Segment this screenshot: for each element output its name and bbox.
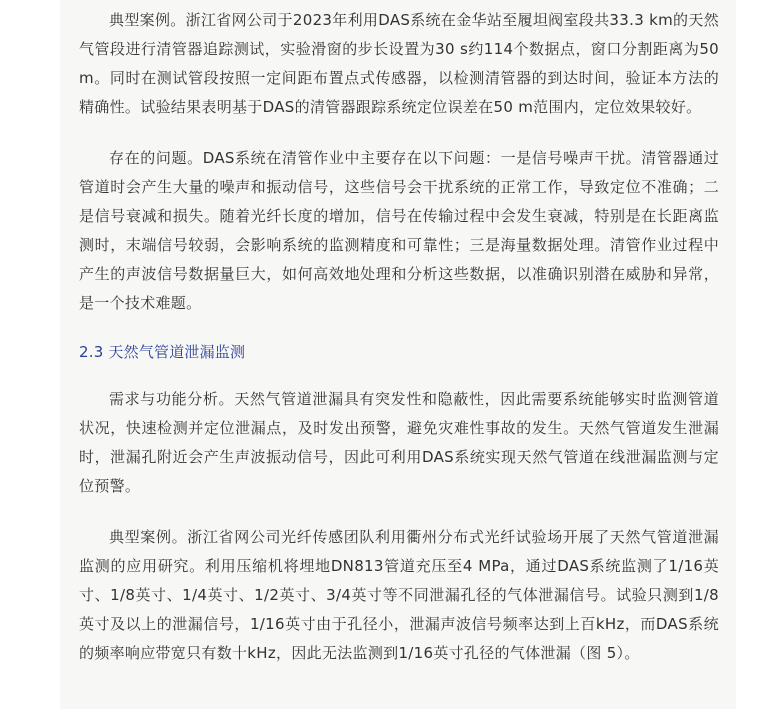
section-heading-leak-monitoring: 2.3 天然气管道泄漏监测	[79, 343, 246, 361]
paragraph-typical-case-pig-tracking: 典型案例。浙江省网公司于2023年利用DAS系统在金华站至履坦阀室段共33.3 km的天然气管段进行清管器追踪测试，实验滑窗的步长设置为30 s约114个数据点，窗口分割距离为50 m。同时在测试管段按照一定间距布置点式传感器，以检测清管器的到达时间，验证本方法的精确性。试验结果表明基于DAS的清管器跟踪系统定位误差在50 m范围内，定位效果较好。	[79, 11, 719, 116]
paragraph-typical-case-leak-test: 典型案例。浙江省网公司光纤传感团队利用衢州分布式光纤试验场开展了天然气管道泄漏监测的应用研究。利用压缩机将埋地DN813管道充压至4 MPa，通过DAS系统监测了1/16英寸、1/8英寸、1/4英寸、1/2英寸、3/4英寸等不同泄漏孔径的气体泄漏信号。试验只测到1/8英寸及以上的泄漏信号，1/16英寸由于孔径小，泄漏声波信号频率达到上百kHz，而DAS系统的频率响应带宽只有数十kHz，因此无法监测到1/16英寸孔径的气体泄漏（图 5）。	[79, 528, 719, 662]
paragraph-gap	[79, 122, 719, 144]
article-body	[79, 6, 719, 668]
article-page	[60, 0, 736, 709]
paragraph-existing-problems: 存在的问题。DAS系统在清管作业中主要存在以下问题：一是信号噪声干扰。清管器通过管道时会产生大量的噪声和振动信号，这些信号会干扰系统的正常工作，导致定位不准确；二是信号衰减和损失。随着光纤长度的增加，信号在传输过程中会发生衰减，特别是在长距离监测时，末端信号较弱，会影响系统的监测精度和可靠性；三是海量数据处理。清管作业过程中产生的声波信号数据量巨大，如何高效地处理和分析这些数据，以准确识别潜在威胁和异常，是一个技术难题。	[79, 149, 719, 312]
paragraph-gap	[79, 501, 719, 523]
paragraph-requirements-analysis: 需求与功能分析。天然气管道泄漏具有突发性和隐蔽性，因此需要系统能够实时监测管道状况，快速检测并定位泄漏点，及时发出预警，避免灾难性事故的发生。天然气管道发生泄漏时，泄漏孔附近会产生声波振动信号，因此可利用DAS系统实现天然气管道在线泄漏监测与定位预警。	[79, 390, 719, 495]
